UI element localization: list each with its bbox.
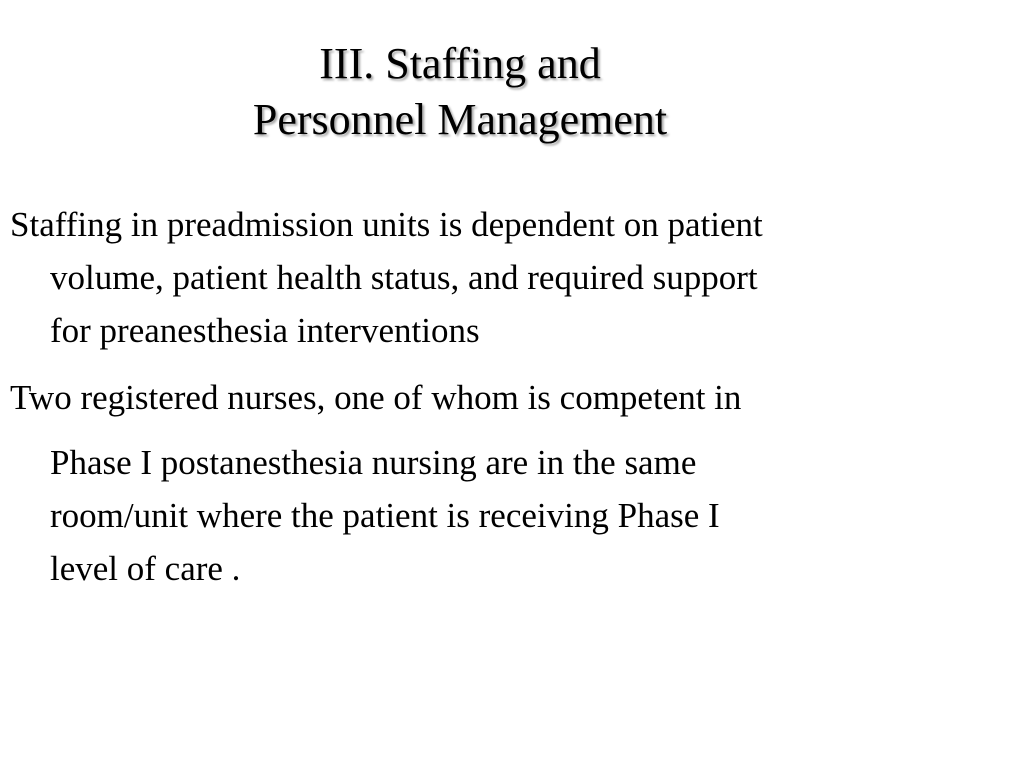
paragraph-line: volume, patient health status, and required support — [50, 258, 758, 297]
paragraph-staffing — [10, 198, 1014, 357]
slide-title-line-1: III. Staffing and — [319, 39, 601, 88]
paragraph-line: room/unit where the patient is receiving Phase I — [50, 496, 720, 535]
slide-title — [0, 36, 920, 148]
paragraph-line: Two registered nurses, one of whom is competent in — [10, 378, 742, 417]
paragraph-line: for preanesthesia interventions — [50, 311, 480, 350]
paragraph-line: level of care . — [50, 549, 241, 588]
slide-body — [10, 198, 1014, 595]
paragraph-nurses — [10, 371, 1014, 595]
paragraph-line: Staffing in preadmission units is dependent on patient — [10, 205, 763, 244]
slide-title-line-2: Personnel Management — [252, 95, 668, 144]
paragraph-line: Phase I postanesthesia nursing are in the same — [50, 443, 697, 482]
